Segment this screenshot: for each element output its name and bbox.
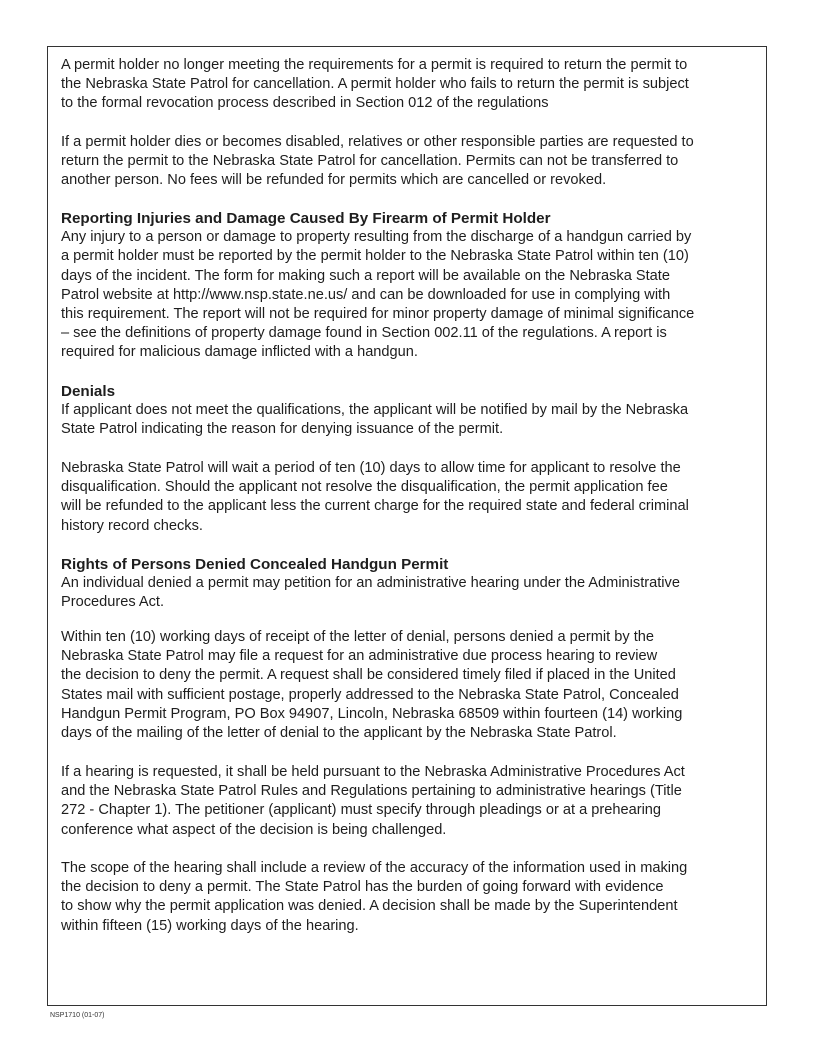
text-line: States mail with sufficient postage, properly addressed to the Nebraska State Patrol, Concealed [61,686,679,703]
text-line: this requirement. The report will not be required for minor property damage of minimal significance [61,305,695,322]
text-line: required for malicious damage inflicted with a handgun. [61,344,418,361]
paragraph-waiting-period [61,459,761,536]
paragraph-holder-deceased [61,133,761,191]
text-line: another person. No fees will be refunded for permits which are cancelled or revoked. [61,172,607,189]
section-heading: Rights of Persons Denied Concealed Handgun Permit [61,556,449,573]
text-line: Within ten (10) working days of receipt of the letter of denial, persons denied a permit by the [61,629,654,645]
section-heading: Denials [61,383,116,400]
text-line: disqualification. Should the applicant not resolve the disqualification, the permit application fee [61,479,668,496]
section-reporting-injuries [61,209,761,363]
section-denials [61,382,761,440]
text-line: to show why the permit application was denied. A decision shall be made by the Superintendent [61,898,678,915]
section-rights-denied [61,555,761,613]
text-line: – see the definitions of property damage found in Section 002.11 of the regulations. A report is [61,325,667,342]
text-line: the Nebraska State Patrol for cancellation. A permit holder who fails to return the permit is subject [61,76,689,93]
section-heading: Reporting Injuries and Damage Caused By Firearm of Permit Holder [61,210,551,227]
text-line: Handgun Permit Program, PO Box 94907, Lincoln, Nebraska 68509 within fourteen (14) working [61,705,683,722]
text-line: An individual denied a permit may petition for an administrative hearing under the Administrative [61,575,680,592]
text-line: The scope of the hearing shall include a review of the accuracy of the information used in making [61,860,688,876]
paragraph-permit-return [61,56,761,114]
paragraph-hearing-procedure [61,763,761,840]
text-line: Any injury to a person or damage to property resulting from the discharge of a handgun carried by [61,229,692,246]
text-line: If a permit holder dies or becomes disabled, relatives or other responsible parties are requested to [61,134,694,150]
text-line: a permit holder must be reported by the permit holder to the Nebraska State Patrol within ten (10) [61,248,689,265]
text-line: conference what aspect of the decision is being challenged. [61,821,447,838]
text-line: State Patrol indicating the reason for denying issuance of the permit. [61,421,504,438]
text-line: days of the incident. The form for making such a report will be available on the Nebraska State [61,267,670,284]
text-line: and the Nebraska State Patrol Rules and Regulations pertaining to administrative hearings (Title [61,783,682,800]
paragraph-hearing-scope [61,859,761,936]
text-line: the decision to deny the permit. A request shall be considered timely filed if placed in the United [61,667,676,684]
text-line: will be refunded to the applicant less the current charge for the required state and federal criminal [61,498,689,515]
text-line: 272 - Chapter 1). The petitioner (applicant) must specify through pleadings or at a prehearing [61,802,662,819]
form-code: NSP1710 (01-07) [50,1012,105,1019]
text-line: If a hearing is requested, it shall be held pursuant to the Nebraska Administrative Procedures Act [61,764,685,780]
text-line: within fifteen (15) working days of the hearing. [61,917,359,934]
text-line: If applicant does not meet the qualifications, the applicant will be notified by mail by the Nebraska [61,402,689,419]
text-line: history record checks. [61,517,203,534]
text-line: Nebraska State Patrol will wait a period of ten (10) days to allow time for applicant to resolve the [61,460,681,476]
text-line: Patrol website at http://www.nsp.state.ne.us/ and can be downloaded for use in complying with [61,286,671,303]
text-line: return the permit to the Nebraska State Patrol for cancellation. Permits can not be transferred to [61,153,679,170]
paragraph-hearing-request [61,628,761,743]
text-line: the decision to deny a permit. The State Patrol has the burden of going forward with evidence [61,879,664,896]
text-line: Procedures Act. [61,594,165,611]
text-line: Nebraska State Patrol may file a request for an administrative due process hearing to review [61,648,658,665]
text-line: A permit holder no longer meeting the requirements for a permit is required to return the permit to [61,57,688,73]
text-line: to the formal revocation process described in Section 012 of the regulations [61,95,549,112]
text-line: days of the mailing of the letter of denial to the applicant by the Nebraska State Patrol. [61,724,617,741]
